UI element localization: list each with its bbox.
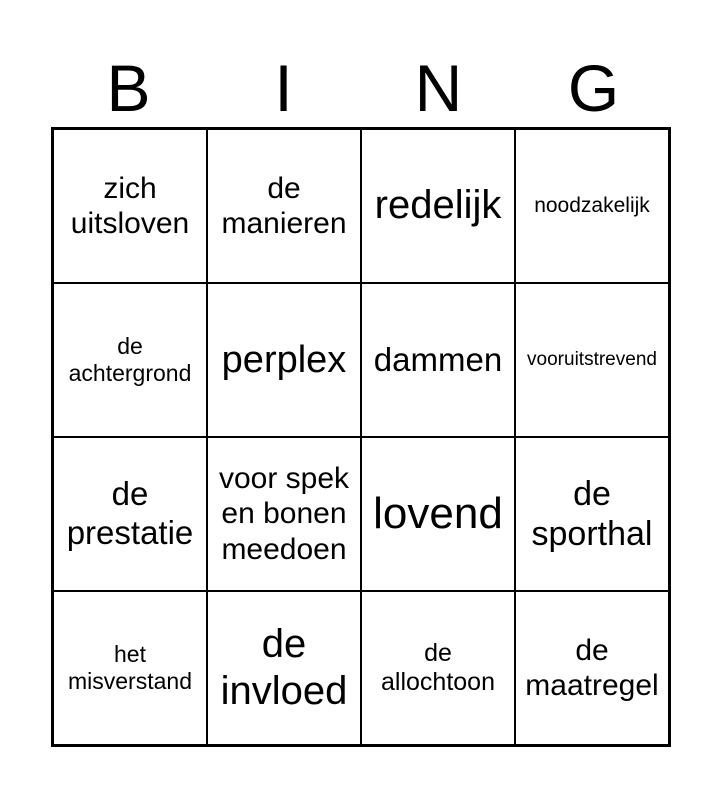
cell-text: de allochtoon	[381, 638, 495, 696]
bingo-cell[interactable]	[207, 283, 361, 437]
bingo-cell[interactable]	[515, 283, 669, 437]
bingo-cell[interactable]	[361, 129, 515, 283]
cell-text: het misverstand	[68, 640, 192, 694]
cell-text: lovend	[373, 489, 503, 539]
cell-text: voor spek en bonen meedoen	[218, 461, 350, 566]
cell-text: perplex	[221, 338, 347, 381]
header-letter-n: N	[414, 51, 463, 125]
cell-text: dammen	[373, 340, 503, 378]
bingo-cell[interactable]	[361, 437, 515, 591]
bingo-cell[interactable]	[515, 437, 669, 591]
bingo-cell[interactable]	[207, 129, 361, 283]
header-letter-i: I	[274, 51, 293, 125]
cell-text: redelijk	[374, 183, 502, 228]
bingo-grid	[51, 127, 671, 747]
bingo-cell[interactable]	[53, 437, 207, 591]
cell-text: de achtergrond	[68, 332, 192, 386]
cell-text: de maatregel	[525, 633, 659, 702]
bingo-cell[interactable]	[53, 283, 207, 437]
bingo-cell[interactable]	[515, 129, 669, 283]
bingo-cell[interactable]	[207, 437, 361, 591]
bingo-cell[interactable]	[53, 129, 207, 283]
cell-text: vooruitstrevend	[527, 348, 657, 370]
header-letter-g: G	[567, 51, 620, 125]
cell-text: de manieren	[221, 171, 347, 240]
bingo-cell[interactable]	[207, 591, 361, 745]
cell-text: de prestatie	[66, 475, 194, 551]
bingo-cell[interactable]	[361, 591, 515, 745]
cell-text: zich uitsloven	[70, 171, 190, 240]
bingo-cell[interactable]	[361, 283, 515, 437]
cell-text: noodzakelijk	[534, 193, 650, 217]
bingo-cell[interactable]	[515, 591, 669, 745]
bingo-header	[51, 48, 671, 128]
cell-text: de invloed	[220, 621, 348, 713]
cell-text: de sporthal	[531, 474, 653, 553]
bingo-cell[interactable]	[53, 591, 207, 745]
header-letter-b: B	[106, 51, 151, 125]
